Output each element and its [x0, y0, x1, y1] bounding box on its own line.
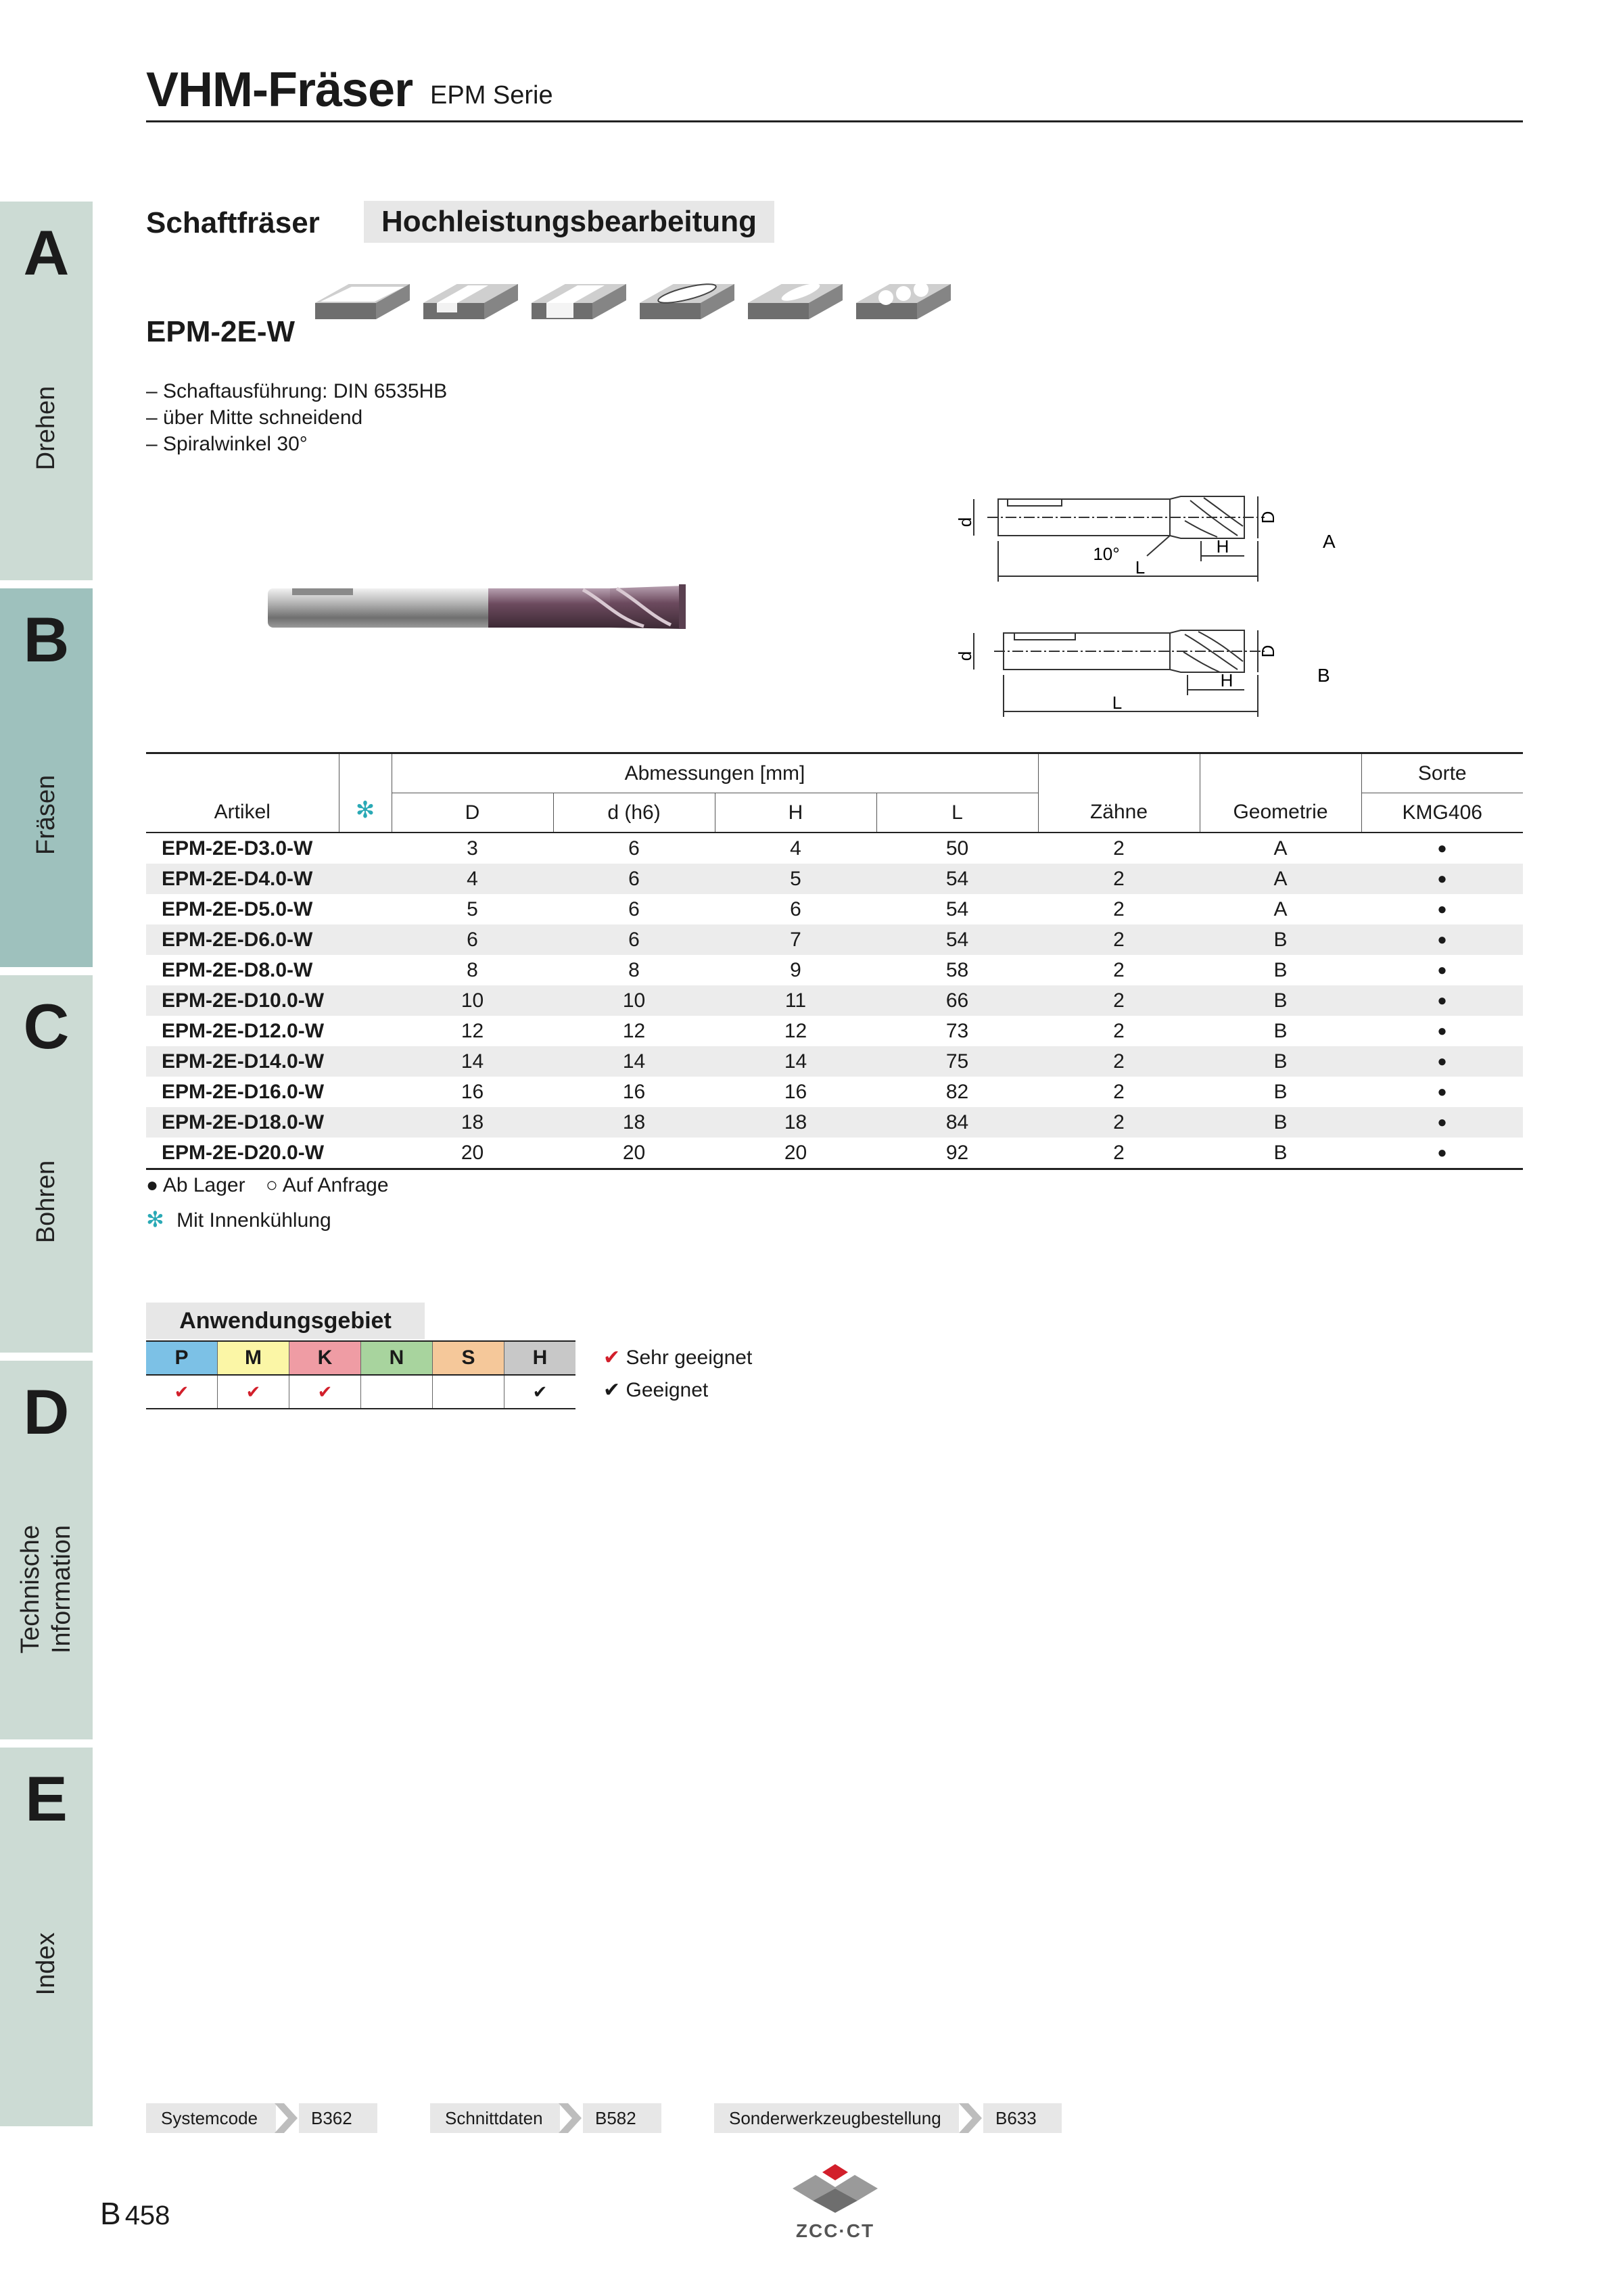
tab-letter: C: [23, 991, 70, 1062]
application-heading: Hochleistungsbearbeitung: [364, 201, 774, 243]
chevron-right-icon: [275, 2103, 298, 2133]
article-cell: EPM-2E-D3.0-W: [162, 837, 313, 860]
table-row: [146, 1138, 1523, 1169]
very-suitable-legend: [603, 1346, 752, 1369]
header-rule: [146, 120, 1523, 122]
cell-D: 12: [461, 1019, 484, 1042]
header-D: D: [392, 793, 553, 833]
stock-label: Ab Lager: [162, 1174, 245, 1196]
very-suitable-label: Sehr geeignet: [626, 1346, 753, 1369]
logo-text: ZCC·CT: [795, 2220, 875, 2241]
cell-z: 2: [1038, 1046, 1200, 1077]
tab-label: Bohren: [32, 1160, 60, 1244]
side-tab-d[interactable]: [0, 1361, 93, 1739]
cell-L: 54: [945, 897, 969, 920]
article-cell: EPM-2E-D14.0-W: [146, 1046, 339, 1077]
cell-d: 6: [553, 864, 715, 894]
cell-geo: B: [1273, 1080, 1288, 1103]
cell-H: 14: [715, 1046, 876, 1077]
tab-label: [15, 1525, 77, 1654]
coolant-cell: [339, 864, 392, 894]
cell-geo: B: [1200, 1046, 1361, 1077]
article-cell: EPM-2E-D18.0-W: [146, 1107, 339, 1138]
cooling-legend: [146, 1206, 331, 1232]
coolant-cell: [339, 833, 392, 864]
dim-H-label: H: [1216, 536, 1229, 557]
cell-z: 2: [1113, 897, 1125, 920]
cell-z: 2: [1038, 924, 1200, 955]
cell-D: 5: [467, 897, 478, 920]
company-logo: [778, 2161, 893, 2243]
stock-cell: ●: [1361, 1138, 1523, 1169]
suitable-legend: [603, 1378, 708, 1402]
coolant-icon: ✻: [146, 1207, 164, 1232]
header-dimensions: Abmessungen [mm]: [392, 753, 1038, 793]
tool-type-heading: Schaftfräser: [146, 206, 320, 239]
coolant-cell: [339, 1138, 392, 1169]
cell-D: 18: [392, 1107, 553, 1138]
stock-cell: ●: [1437, 839, 1447, 858]
stock-cell: ●: [1437, 1082, 1447, 1101]
header-grade-group: Sorte: [1361, 753, 1523, 793]
stock-cell: ●: [1361, 924, 1523, 955]
cell-D: 10: [392, 985, 553, 1016]
material-n: N: [361, 1341, 433, 1375]
coolant-cell: [339, 1077, 392, 1107]
product-code: EPM-2E-W: [146, 315, 295, 348]
request-label: Auf Anfrage: [282, 1174, 389, 1196]
cell-D: 4: [392, 864, 553, 894]
feature-item: – über Mitte schneidend: [146, 406, 363, 429]
ref-schnittdaten[interactable]: [430, 2103, 661, 2133]
tab-label-line: Information: [47, 1524, 76, 1654]
article-cell: EPM-2E-D16.0-W: [162, 1080, 325, 1103]
material-rating: ✔: [218, 1375, 289, 1409]
table-row: [146, 1016, 1523, 1046]
dim-d-label: d: [955, 651, 975, 661]
article-cell: EPM-2E-D6.0-W: [146, 924, 339, 955]
cell-H: 7: [715, 924, 876, 955]
cell-D: 8: [467, 958, 478, 981]
cell-H: 16: [784, 1080, 807, 1103]
stock-symbol: ●: [146, 1174, 159, 1196]
cell-z: 2: [1038, 1138, 1200, 1169]
material-rating: [361, 1375, 433, 1409]
cell-z: 2: [1113, 1080, 1125, 1103]
stock-cell: ●: [1437, 960, 1447, 979]
cell-L: 92: [876, 1138, 1038, 1169]
material-s: S: [433, 1341, 504, 1375]
coolant-cell: [339, 985, 392, 1016]
table-row: [146, 864, 1523, 894]
coolant-cell: [339, 1046, 392, 1077]
cell-H: 12: [784, 1019, 807, 1042]
end-mill-photo: [265, 580, 691, 634]
stock-cell: ●: [1361, 985, 1523, 1016]
cell-z: 2: [1113, 1019, 1125, 1042]
cell-z: 2: [1113, 837, 1125, 860]
table-row: [146, 1077, 1523, 1107]
header-geometry: Geometrie: [1200, 753, 1361, 833]
dim-H-label: H: [1220, 670, 1233, 690]
header-teeth: Zähne: [1038, 753, 1200, 833]
side-tab-a[interactable]: [0, 202, 93, 580]
slot-milling-icon: [423, 284, 518, 319]
cell-geo: B: [1273, 1019, 1288, 1042]
cell-geo: A: [1273, 897, 1288, 920]
article-cell: EPM-2E-D8.0-W: [162, 958, 313, 981]
check-red-icon: ✔: [603, 1346, 621, 1369]
chevron-right-icon: [959, 2103, 982, 2133]
cell-H: 5: [715, 864, 876, 894]
cell-geo: B: [1273, 958, 1288, 981]
header-grade: KMG406: [1361, 793, 1523, 833]
cell-H: 9: [790, 958, 801, 981]
stock-cell: ●: [1361, 1107, 1523, 1138]
stock-cell: ●: [1437, 899, 1447, 918]
coolant-cell: [339, 924, 392, 955]
ref-label: Systemcode: [146, 2103, 276, 2133]
cell-L: 75: [876, 1046, 1038, 1077]
check-black-icon: ✔: [603, 1379, 621, 1401]
tab-letter: A: [23, 217, 70, 288]
face-milling-icon: [315, 284, 410, 319]
table-row: [146, 955, 1523, 985]
cell-d: 18: [553, 1107, 715, 1138]
cell-H: 18: [715, 1107, 876, 1138]
dim-L-label: L: [1112, 693, 1123, 713]
geometry-a-label: A: [1323, 531, 1336, 552]
pocket-milling-icon: [640, 281, 734, 319]
cell-geo: B: [1200, 924, 1361, 955]
material-table: [146, 1340, 575, 1409]
cell-d: 8: [628, 958, 640, 981]
application-area-title: Anwendungsgebiet: [146, 1303, 425, 1339]
page-value: 458: [124, 2201, 170, 2230]
stock-legend: [146, 1174, 389, 1197]
tab-letter: E: [25, 1763, 68, 1834]
tab-label: Drehen: [32, 385, 60, 471]
ref-page: B362: [299, 2103, 377, 2133]
coolant-cell: [339, 1016, 392, 1046]
cell-d: 10: [553, 985, 715, 1016]
article-cell: EPM-2E-D12.0-W: [162, 1019, 325, 1042]
drawing-geometry-b: [947, 614, 1352, 722]
plunge-milling-icon: [748, 280, 843, 319]
angle-label: 10°: [1093, 544, 1120, 564]
dim-D-label: D: [1258, 511, 1278, 524]
cell-z: 2: [1113, 958, 1125, 981]
header-d: d (h6): [553, 793, 715, 833]
material-rating: ✔: [146, 1375, 218, 1409]
ref-page: B582: [583, 2103, 661, 2133]
tab-label-line: Technische: [16, 1524, 45, 1654]
page-title: VHM-Fräser: [146, 63, 413, 117]
dim-D-label: D: [1258, 645, 1278, 658]
cell-geo: A: [1200, 864, 1361, 894]
cell-d: 16: [622, 1080, 646, 1103]
coolant-icon: ✻: [339, 753, 392, 833]
stock-cell: ●: [1361, 1046, 1523, 1077]
article-table: [146, 752, 1523, 1170]
drilling-milling-icon: [856, 282, 951, 319]
material-m: M: [218, 1341, 289, 1375]
feature-item: – Spiralwinkel 30°: [146, 433, 308, 455]
cell-D: 16: [461, 1080, 484, 1103]
cell-d: 6: [553, 924, 715, 955]
feature-item: – Schaftausführung: DIN 6535HB: [146, 380, 448, 402]
cell-D: 14: [392, 1046, 553, 1077]
cell-d: 12: [622, 1019, 646, 1042]
suitable-label: Geeignet: [626, 1379, 709, 1401]
dim-L-label: L: [1135, 557, 1146, 578]
cell-geo: A: [1273, 837, 1288, 860]
article-cell: EPM-2E-D10.0-W: [146, 985, 339, 1016]
cell-L: 50: [945, 837, 969, 860]
cell-z: 2: [1038, 985, 1200, 1016]
tab-letter: D: [23, 1376, 70, 1447]
cell-H: 4: [790, 837, 801, 860]
cell-d: 6: [628, 837, 640, 860]
coolant-cell: [339, 894, 392, 924]
material-p: P: [146, 1341, 218, 1375]
article-cell: EPM-2E-D20.0-W: [146, 1138, 339, 1169]
cell-L: 54: [876, 924, 1038, 955]
coolant-cell: [339, 1107, 392, 1138]
ref-systemcode[interactable]: [146, 2103, 377, 2133]
chevron-right-icon: [559, 2103, 582, 2133]
side-tab-c[interactable]: [0, 975, 93, 1353]
cell-D: 6: [392, 924, 553, 955]
cell-L: 66: [876, 985, 1038, 1016]
cell-H: 20: [715, 1138, 876, 1169]
side-tab-e[interactable]: [0, 1748, 93, 2126]
request-symbol: ○: [265, 1174, 279, 1196]
table-row: [146, 833, 1523, 864]
coolant-cell: [339, 955, 392, 985]
cell-L: 73: [945, 1019, 969, 1042]
drawing-geometry-a: [947, 480, 1352, 588]
ref-label: Schnittdaten: [430, 2103, 560, 2133]
header-article: Artikel: [146, 753, 339, 833]
cell-D: 20: [392, 1138, 553, 1169]
section-letter: B: [100, 2196, 121, 2231]
cell-H: 6: [790, 897, 801, 920]
ref-sonderwerkzeug[interactable]: [714, 2103, 1062, 2133]
cell-L: 84: [876, 1107, 1038, 1138]
cooling-label: Mit Innenkühlung: [177, 1209, 331, 1232]
page-number: [100, 2195, 170, 2232]
stock-cell: ●: [1437, 1021, 1447, 1040]
article-cell: EPM-2E-D4.0-W: [146, 864, 339, 894]
series-subtitle: EPM Serie: [430, 81, 553, 110]
tab-label: Fräsen: [32, 774, 60, 856]
cell-z: 2: [1038, 1107, 1200, 1138]
tab-label: Index: [32, 1932, 60, 1996]
cell-z: 2: [1038, 864, 1200, 894]
side-tab-b[interactable]: [0, 588, 93, 967]
cell-d: 6: [628, 897, 640, 920]
table-row: [146, 894, 1523, 924]
ref-page: B633: [983, 2103, 1062, 2133]
geometry-b-label: B: [1317, 665, 1330, 686]
tab-letter: B: [23, 604, 70, 675]
table-row: [146, 1046, 1523, 1077]
material-k: K: [289, 1341, 361, 1375]
ref-label: Sonderwerkzeugbestellung: [714, 2103, 959, 2133]
material-rating: ✔: [289, 1375, 361, 1409]
cell-H: 11: [715, 985, 876, 1016]
groove-milling-icon: [532, 284, 626, 319]
operation-icons: [315, 269, 958, 349]
material-rating: [433, 1375, 504, 1409]
cell-geo: B: [1200, 1138, 1361, 1169]
cell-geo: B: [1200, 1107, 1361, 1138]
cell-geo: B: [1200, 985, 1361, 1016]
cell-L: 58: [945, 958, 969, 981]
cell-L: 82: [945, 1080, 969, 1103]
cell-d: 20: [553, 1138, 715, 1169]
table-row: [146, 924, 1523, 955]
material-rating: ✔: [504, 1375, 576, 1409]
material-h: H: [504, 1341, 576, 1375]
header-H: H: [715, 793, 876, 833]
cell-L: 54: [876, 864, 1038, 894]
stock-cell: ●: [1361, 864, 1523, 894]
table-row: [146, 985, 1523, 1016]
cell-d: 14: [553, 1046, 715, 1077]
cell-D: 3: [467, 837, 478, 860]
table-row: [146, 1107, 1523, 1138]
header-L: L: [876, 793, 1038, 833]
article-cell: EPM-2E-D5.0-W: [162, 897, 313, 920]
dim-d-label: d: [955, 517, 975, 528]
